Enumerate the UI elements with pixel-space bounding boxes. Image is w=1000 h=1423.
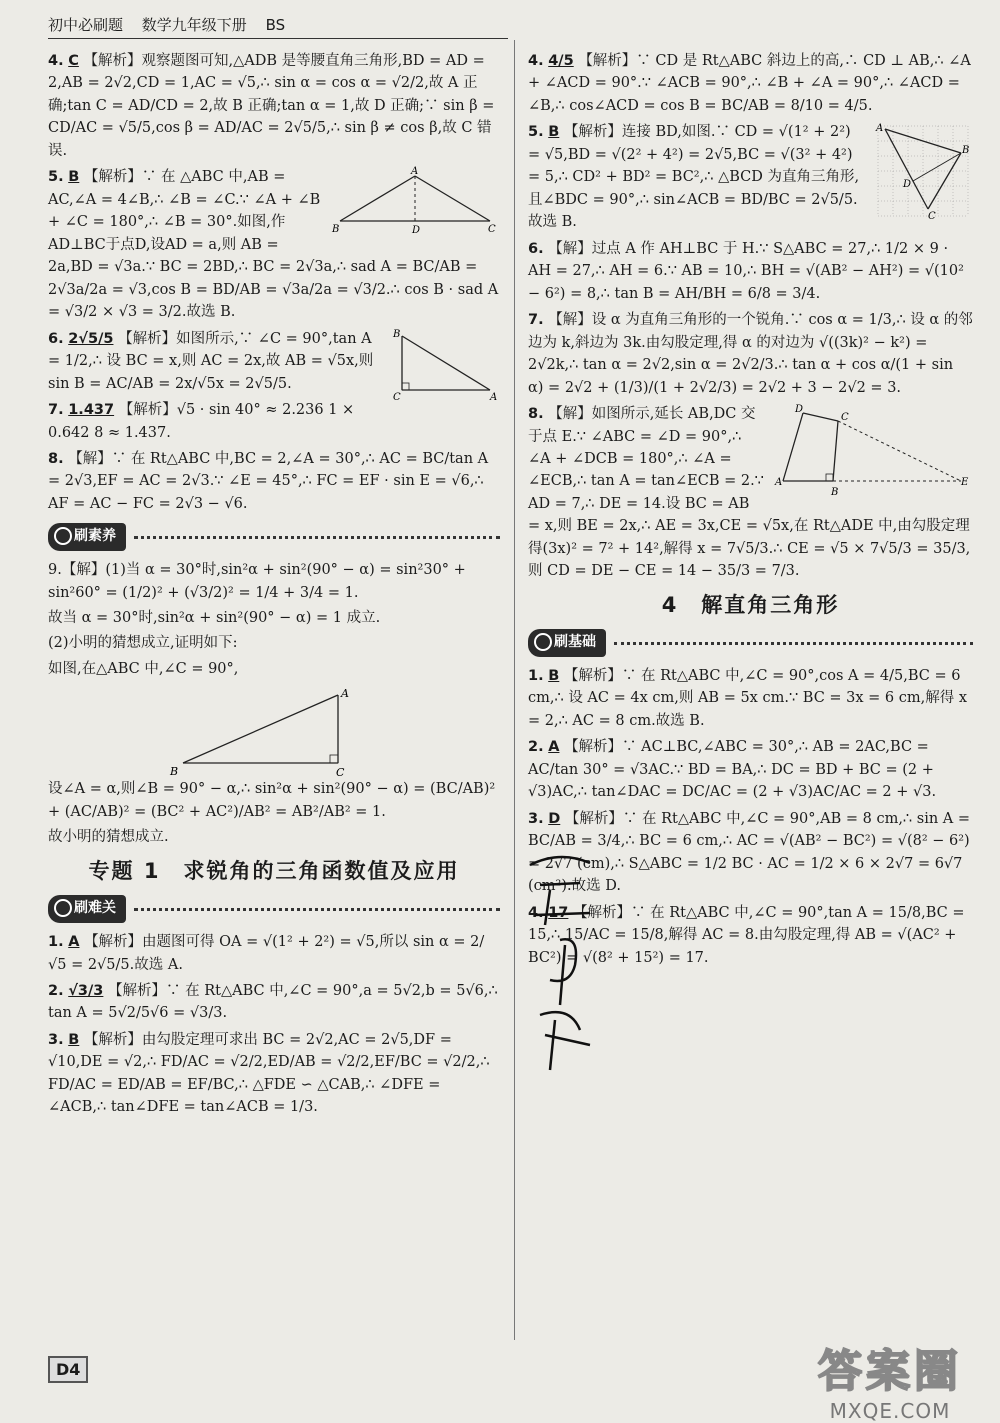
answer-explanation: 【解析】√5 · sin 40° ≈ 2.236 1 × 0.642 8 ≈ 1.437. [48,402,355,441]
question-number: 7. [528,312,544,329]
answer-choice: 1.437 [68,402,115,419]
question-number: 4. [48,53,64,69]
banner-dots [134,536,500,539]
label-d: D [412,225,421,237]
answer-explanation: 【解析】由题图可得 OA = √(1² + 2²) = √5,所以 sin α = 2/√5 = 2√5/5.故选 A. [48,934,485,973]
left-column [48,50,500,1123]
answer-item [48,448,500,515]
answer-explanation: 【解】如图所示,延长 AB,DC 交于点 E.∵ ∠ABC = ∠D = 90°,∴ ∠A + ∠DCB = 180°,∴ ∠A = ∠ECB,∴ tan A = tan∠ECB = 2.∵ AD = 7,∴ DE = 14.设 BC = AB = x,则 BE = 2x,∴ AE = 3x,CE = √5x,在 Rt△ADE 中,由勾股定理得(3x)² = 7² + 14²,解得 x = 7√5/3.∴ CE = √5 × 7√5/3 = 35/3,则 CD = DE − CE = 14 − 35/3 = 7/3. [528,406,971,580]
answer-item [48,50,500,162]
answer-choice: A [68,934,80,951]
question-number: 5. [528,124,544,141]
answer-explanation: 【解析】∵ 在 Rt△ABC 中,∠C = 90°,tan A = 15/8,BC = 15,∴ 15/AC = 15/8,解得 AC = 8.由勾股定理,得 AB = √(AC² + BC²) = √(8² + 15²) = 17. [528,904,965,966]
answer-explanation: 【解析】∵ 在 △ABC 中,AB = AC,∠A = 4∠B,∴ ∠B = ∠C.∵ ∠A + ∠B + ∠C = 180°,∴ ∠B = 30°.如图,作AD⊥BC于点D,设AD = a,则 AB = 2a,BD = √3a.∵ BC = 2BD,∴ BC = 2√3a,∴ sad A = BC/AB = 2√3a/2a = √3,cos B = BD/AB = √3a/2a = √3/2.∴ cos B · sad A = √3/2 × √3 = 3/2.故选 B. [48,169,499,321]
q9-line: (2)小明的猜想成立,证明如下: [48,635,238,652]
answer-explanation: 【解析】由勾股定理可求出 BC = 2√2,AC = 2√5,DF = √10,DE = √2,∴ FD/AC = √2/2,ED/AB = √2/2,EF/BC = √2/2,∴ FD/AC = ED/AB = EF/BC,∴ △FDE ∽ △CAB,∴ ∠DFE = ∠ACB,∴ tan∠DFE = tan∠ACB = 1/3. [48,1031,490,1116]
right-column [528,50,973,973]
label-c: C [488,224,496,236]
question-number: 6. [48,330,64,347]
label-a: A [411,166,419,178]
answer-item [48,328,500,403]
right-triangle-figure [390,328,500,403]
answer-explanation: 【解析】∵ 在 Rt△ABC 中,∠C = 90°,AB = 8 cm,∴ sin A = BC/AB = 3/4,∴ BC = 6 cm,∴ AC = √(AB² − BC²) = √(8² − 6²) = 2√7 (cm),∴ S△ABC = 1/2 BC · AC = 1/2 × 6 × 2√7 = 6√7 (cm²).故选 D. [528,810,971,895]
label-a: A [876,123,884,135]
answer-item [528,309,973,399]
label-c: C [393,391,401,403]
answer-explanation: 【解】∵ 在 Rt△ABC 中,BC = 2,∠A = 30°,∴ AC = BC/tan A = 2√3,EF = AC = 2√3.∵ ∠E = 45°,∴ FC = EF · sin E = √6,∴ AF = AC − FC = 2√3 − √6. [48,450,489,512]
trapezoid-figure [773,403,973,498]
answer-explanation: 【解析】∵ AC⊥BC,∠ABC = 30°,∴ AB = 2AC,BC = AC/tan 30° = √3AC.∵ BD = BA,∴ DC = BD + BC = (2 + √3)AC,∴ tan∠DAC = DC/AC = (2 + √3)AC/AC = 2 + √3. [528,739,937,801]
section-banner [528,629,973,657]
question-number: 5. [48,169,64,186]
question-number: 4. [528,904,544,921]
answer-explanation: 【解】过点 A 作 AH⊥BC 于 H.∵ S△ABC = 27,∴ 1/2 × 9 · AH = 27,∴ AH = 6.∵ AB = 10,∴ BH = √(AB² − AH²) = √(10² − 6²) = 8,∴ tan B = AH/BH = 6/8 = 3/4. [528,240,964,302]
question-number: 1. [48,934,64,951]
answer-choice: B [548,668,560,685]
answer-explanation: 【解】设 α 为直角三角形的一个锐角.∵ cos α = 1/3,∴ 设 α 的邻边为 k,斜边为 3k.由勾股定理,得 α 的对边为 √((3k)² − k²) = 2√2k,∴ tan α = 2√2,sin α = 2√2/3.∴ tan α + cos α/(1 + sin α) = 2√2 + (1/3)/(1 + 2√2/3) = 2√2 + 3 − 2√2 = 3. [528,312,973,396]
answer-explanation: 【解析】连接 BD,如图.∵ CD = √(1² + 2²) = √5,BD = √(2² + 4²) = 2√5,BC = √(3² + 4²) = 5,∴ CD² + BD² = BC²,∴ △BCD 为直角三角形,且∠BDC = 90°,∴ sin∠ACB = BD/BC = 2√5/5.故选 B. [528,124,860,231]
answer-choice: √3/3 [68,982,104,999]
question-number: 4. [528,53,544,69]
question-number: 1. [528,668,544,685]
question-number: 2. [48,982,64,999]
column-divider [514,40,515,1340]
handwriting-annotation [520,845,640,1085]
answer-item [528,736,973,803]
q9-line: 如图,在△ABC 中,∠C = 90°, [48,660,239,677]
answer-item [528,665,973,732]
label-b: B [962,145,970,157]
banner-label: 刷基础 [528,629,606,657]
section-banner [48,895,500,923]
label-d: D [903,179,912,191]
answer-choice: 2√5/5 [68,330,114,347]
answer-item [48,1029,500,1119]
edition: BS [265,16,286,34]
watermark-text: 答案圈 [818,1346,962,1397]
grid-triangle-figure [873,121,973,221]
series-name: 初中必刷题 [48,16,124,34]
answer-item [48,931,500,976]
watermark-url: MXQE.COM [829,1399,951,1423]
topic-title: 专题 1 求锐角的三角函数值及应用 [88,858,460,883]
isosceles-triangle-figure [330,166,500,236]
label-c: C [928,211,936,222]
answer-item [528,50,973,117]
watermark [800,1335,980,1423]
label-b: B [831,487,839,499]
book-name: 数学九年级下册 [141,16,247,34]
answer-item [528,238,973,305]
answer-explanation: 【解析】∵ 在 Rt△ABC 中,∠C = 90°,cos A = 4/5,BC = 6 cm,∴ 设 AC = 4x cm,则 AB = 5x cm.∵ BC = 3x = 6 cm,解得 x = 2,∴ AC = 8 cm.故选 B. [528,668,968,729]
answer-item [48,166,500,323]
answer-explanation: 【解析】如图所示,∵ ∠C = 90°,tan A = 1/2,∴ 设 BC = x,则 AC = 2x,故 AB = √5x,则 sin B = AC/AB = 2x/√5x = 2√5/5. [48,330,374,392]
label-c: C [841,412,849,424]
question-number: 3. [48,1031,64,1048]
banner-label: 刷难关 [48,895,126,923]
label-c: C [336,766,345,779]
q9-line: 9.【解】(1)当 α = 30°时,sin²α + sin²(90° − α) = sin²30° + sin²60° = (1/2)² + (√3/2)² = 1/4 + 3/4 = 1. [48,562,466,601]
answer-item [48,559,500,849]
question-number: 8. [528,406,544,423]
answer-choice: B [68,1031,80,1048]
page-number: D4 [48,1356,88,1383]
answer-explanation: 【解析】观察题图可知,△ADB 是等腰直角三角形,BD = AD = 2,AB = 2√2,CD = 1,AC = √5,∴ sin α = cos α = √2/2,故 A 正确;tan C = AD/CD = 2,故 B 正确;tan α = 1,故 D 正确;∵ sin β = CD/AC = √5/5,cos β = AD/AC = 2√5/5,∴ sin β ≠ cos β,故 C 错误. [48,53,495,159]
banner-label: 刷素养 [48,523,126,551]
answer-choice: B [548,124,560,141]
q9-line: 故小明的猜想成立. [48,829,169,846]
answer-choice: 4/5 [548,53,574,69]
label-b: B [170,765,179,779]
question-number: 2. [528,739,544,756]
label-b: B [332,224,340,236]
section-title: 4 解直角三角形 [661,592,840,617]
answer-item [48,980,500,1025]
label-a: A [341,687,349,701]
label-a: A [775,477,783,489]
question-number: 6. [528,240,544,257]
q9-line: 设∠A = α,则∠B = 90° − α,∴ sin²α + sin²(90° − α) = (BC/AB)² + (AC/AB)² = (BC² + AC²)/AB² = AB²/AB² = 1. [48,781,496,820]
answer-item [528,121,973,233]
label-d: D [795,404,804,416]
answer-item [528,403,973,583]
q9-line: 故当 α = 30°时,sin²α + sin²(90° − α) = 1 成立. [48,610,381,626]
label-b: B [393,328,401,340]
label-a: A [490,391,498,403]
answer-item [48,399,500,444]
question-number: 7. [48,402,64,419]
answer-choice: D [548,810,561,827]
answer-choice: 17 [548,904,569,921]
page-header [48,14,508,39]
question-number: 8. [48,450,64,467]
answer-explanation: 【解析】∵ 在 Rt△ABC 中,∠C = 90°,a = 5√2,b = 5√6,∴ tan A = 5√2/5√6 = √3/3. [48,982,498,1022]
right-triangle-figure [158,683,458,778]
answer-choice: B [68,169,80,186]
section-banner [48,523,500,551]
question-number: 3. [528,810,544,827]
banner-dots [134,908,500,911]
banner-dots [614,642,973,645]
label-e: E [961,477,969,489]
answer-choice: A [548,739,560,756]
answer-choice: C [68,53,79,69]
answer-explanation: 【解析】∵ CD 是 Rt△ABC 斜边上的高,∴ CD ⊥ AB,∴ ∠A + ∠ACD = 90°.∵ ∠ACB = 90°,∴ ∠B + ∠A = 90°,∴ ∠ACD = ∠B,∴ cos∠ACD = cos B = BC/AB = 8/10 = 4/5. [528,53,971,114]
